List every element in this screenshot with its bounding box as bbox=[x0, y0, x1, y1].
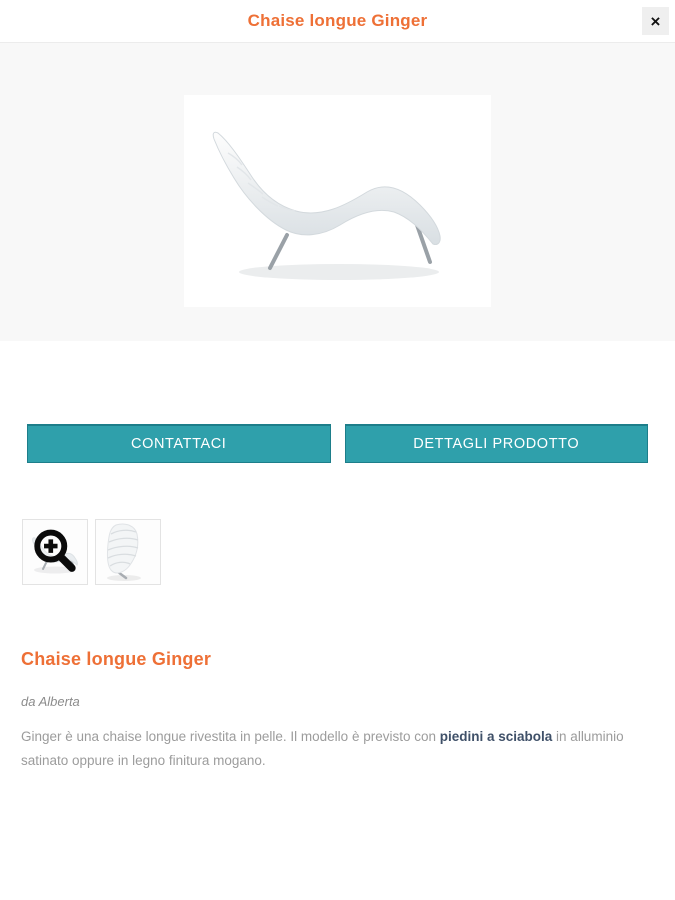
close-button[interactable] bbox=[642, 7, 669, 35]
thumbnail-alternate-view[interactable] bbox=[95, 519, 161, 585]
product-details bbox=[0, 649, 675, 773]
action-buttons-row bbox=[0, 424, 675, 463]
product-description bbox=[21, 725, 630, 773]
piedini-a-sciabola-link[interactable]: piedini a sciabola bbox=[439, 729, 553, 744]
description-text-before: Ginger è una chaise longue rivestita in pelle. Il modello è previsto con bbox=[21, 729, 440, 744]
thumbnail-gallery bbox=[22, 519, 675, 585]
chaise-closeup-image bbox=[96, 520, 160, 584]
product-byline: da Alberta bbox=[21, 694, 80, 709]
close-icon: × bbox=[650, 11, 661, 31]
zoom-in-icon bbox=[28, 525, 82, 579]
product-image-section bbox=[0, 43, 675, 341]
product-details-button[interactable]: DETTAGLI PRODOTTO bbox=[345, 424, 649, 463]
thumbnail-zoom[interactable] bbox=[22, 519, 88, 585]
product-title: Chaise longue Ginger bbox=[21, 649, 212, 669]
chaise-longue-image bbox=[184, 95, 491, 307]
product-photo bbox=[184, 95, 491, 307]
description-text-after: in alluminio satinato oppure in legno finitura mogano. bbox=[21, 729, 624, 768]
modal-header bbox=[0, 0, 675, 43]
contact-button[interactable]: CONTATTACI bbox=[27, 424, 331, 463]
modal-title: Chaise longue Ginger bbox=[247, 11, 428, 30]
